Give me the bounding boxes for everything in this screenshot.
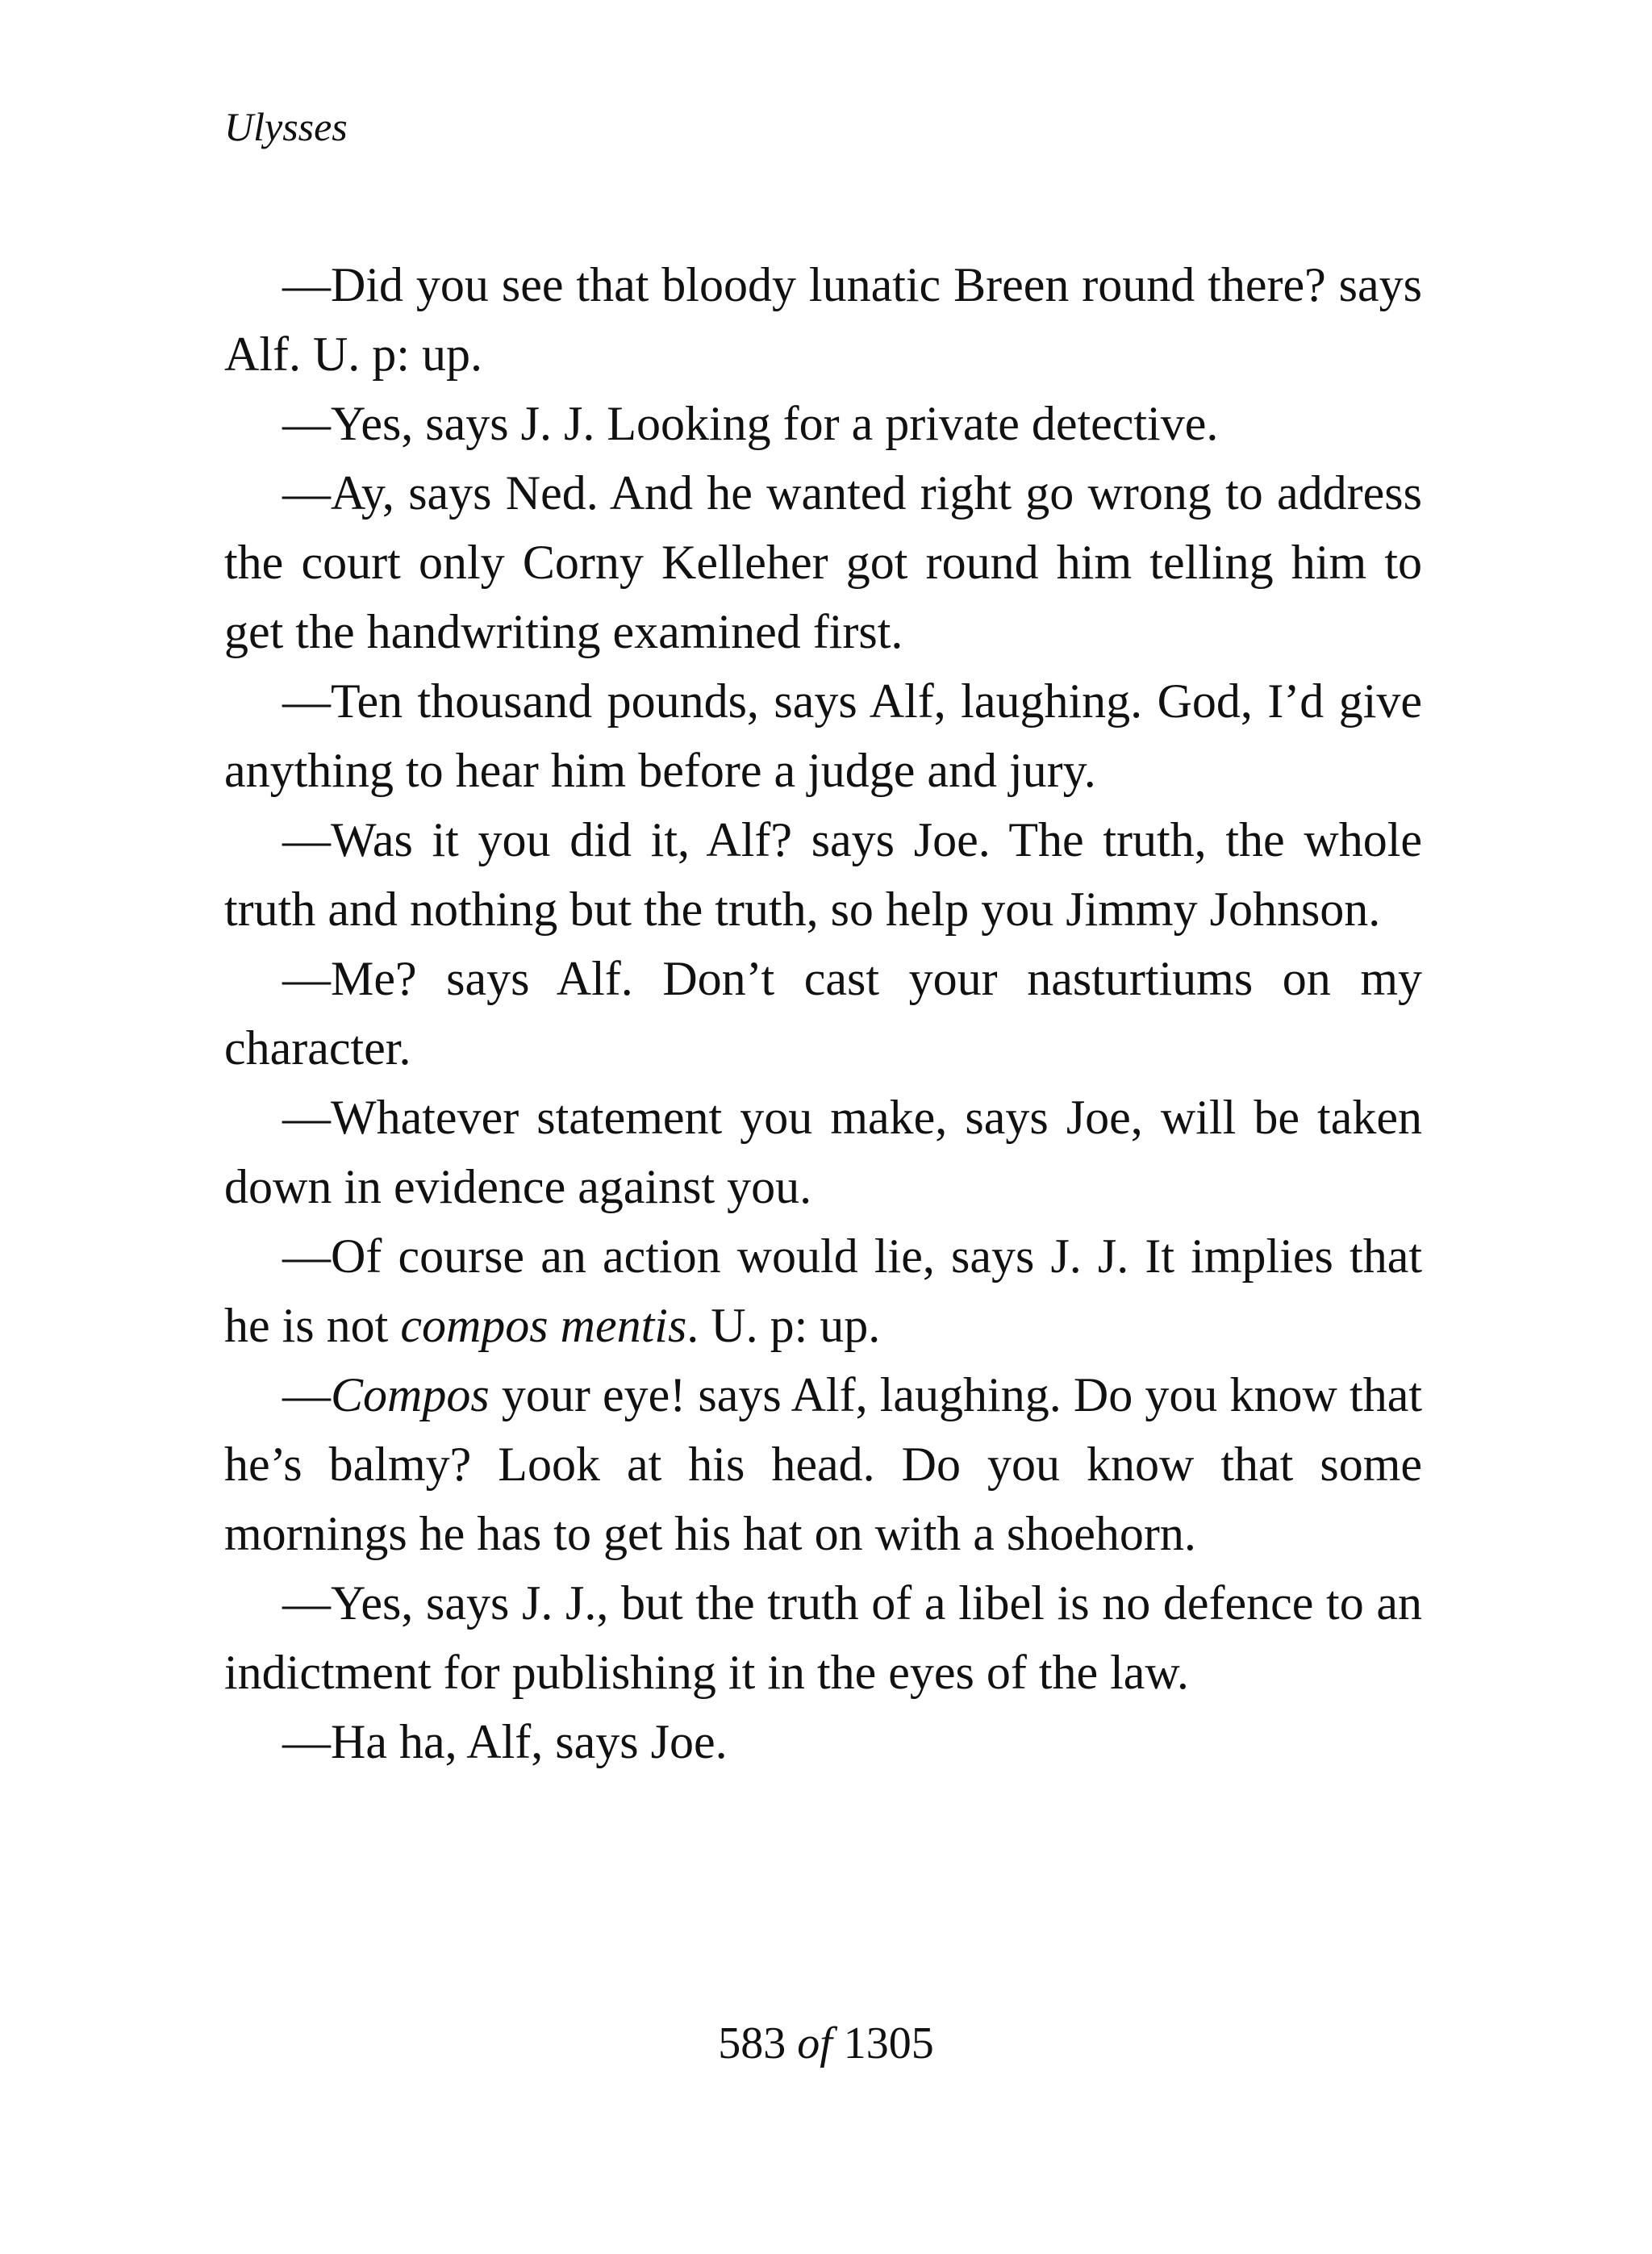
page-number: [0, 2018, 1652, 2068]
paragraph: —Whatever statement you make, says Joe, will be taken down in evidence against you.: [224, 1091, 1422, 1213]
paragraph-text: your eye! says Alf, laughing. Do you know that he’s balmy? Look at his head. Do you know that some mornings he has to get his hat on with a shoehorn.: [224, 1368, 1422, 1560]
paragraph: [224, 1221, 1422, 1360]
paragraph: —Ay, says Ned. And he wanted right go wrong to address the court only Corny Kelleher got round him telling him to get the handwriting examined first.: [224, 466, 1422, 658]
running-head: Ulysses: [224, 104, 348, 149]
paragraph: —Ha ha, Alf, says Joe.: [282, 1715, 728, 1768]
italic-phrase: Compos: [331, 1368, 490, 1421]
current-page: 583: [718, 2018, 786, 2068]
paragraph-text: . U. p: up.: [686, 1299, 881, 1352]
page-body: [224, 250, 1422, 1776]
paragraph: [224, 1360, 1422, 1568]
italic-phrase: compos mentis: [400, 1299, 687, 1352]
paragraph: —Did you see that bloody lunatic Breen round there? says Alf. U. p: up.: [224, 258, 1422, 381]
paragraph: —Ten thousand pounds, says Alf, laughing. God, I’d give anything to hear him before a judge and jury.: [224, 674, 1422, 797]
paragraph-text: —: [282, 1368, 331, 1421]
paragraph: —Was it you did it, Alf? says Joe. The truth, the whole truth and nothing but the truth, so help you Jimmy Johnson.: [224, 813, 1422, 936]
total-pages: 1305: [843, 2018, 934, 2068]
paragraph: —Yes, says J. J., but the truth of a libel is no defence to an indictment for publishing it in the eyes of the law.: [224, 1576, 1422, 1699]
page-of-label: of: [797, 2018, 832, 2068]
paragraph-text: —Of course an action would lie, says J. J. It implies that he is not: [224, 1229, 1422, 1352]
paragraph: —Me? says Alf. Don’t cast your nasturtiums on my character.: [224, 952, 1422, 1075]
paragraph: —Yes, says J. J. Looking for a private detective.: [282, 397, 1219, 450]
